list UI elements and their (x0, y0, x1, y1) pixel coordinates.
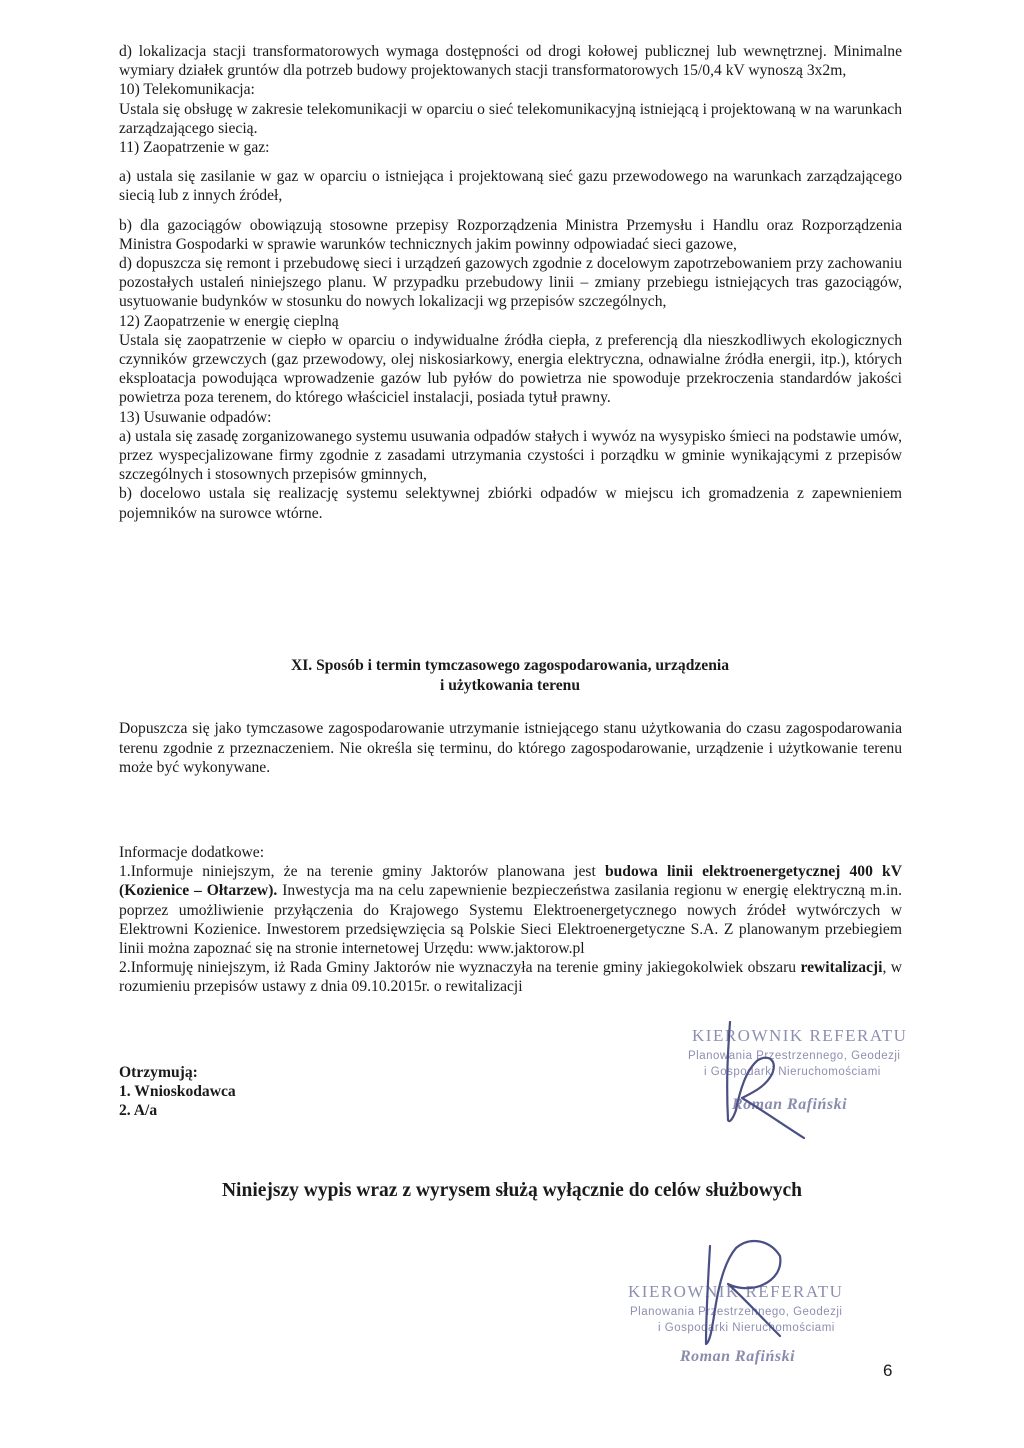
section-heading-line2: i użytkowania terenu (439, 676, 581, 694)
stamp2-title: KIEROWNIK REFERATU (628, 1282, 844, 1301)
recipients-title: Otrzymują: (119, 1064, 198, 1081)
official-stamp-with-signature (670, 1020, 910, 1140)
paragraph-gas-b: b) dla gazociągów obowiązują stosowne przepisy Rozporządzenia Ministra Przemysłu i Handlu oraz Rozporządzenia Ministra Gospodarki w sprawie warunków technicznych jakim powinny odpowiadać sieci gazowe, (119, 216, 902, 253)
stamp-line2: i Gospodarki Nieruchomościami (704, 1066, 881, 1078)
paragraph-gas-a: a) ustala się zasilanie w gaz w oparciu o istniejąca i projektowaną sieć gazu przewodowego na warunkach zarządzającego siecią lub z innych źródeł, (119, 168, 902, 205)
heading-gas: 11) Zaopatrzenie w gaz: (119, 139, 270, 157)
footer-note: Niniejszy wypis wraz z wyrysem służą wyłącznie do celów służbowych (221, 1180, 803, 1201)
item1-text-a: 1.Informuje niniejszym, że na terenie gminy Jaktorów planowana jest (119, 863, 605, 881)
recipient-2: 2. A/a (119, 1102, 158, 1120)
additional-info (119, 843, 902, 997)
recipients-list (119, 1063, 419, 1121)
stamp-name: Roman Rafiński (732, 1096, 848, 1113)
paragraph-heat: Ustala się zaopatrzenie w ciepło w oparciu o indywidualne źródła ciepła, z preferencją dla nieszkodliwych ekologicznych czynników grzewczych (gaz przewodowy, olej niskosiarkowy, energia elektryczna, odnawialne źródła energii, itp.), których eksploatacja powodująca wprowadzenie gazów lub pyłów do powietrza nie spowoduje przekroczenia standardów jakości powietrza poza terenem, do którego właściciel instalacji, posiada tytuł prawny. (119, 331, 902, 407)
item2-text-a: 2.Informuję niniejszym, iż Rada Gminy Jaktorów nie wyznaczyła na terenie gminy jakiegokolwiek obszaru (119, 959, 801, 977)
additional-info-item1 (119, 862, 902, 958)
stamp2-name: Roman Rafiński (680, 1348, 796, 1365)
stamp-line1: Planowania Przestrzennego, Geodezji (688, 1050, 901, 1062)
handwritten-signature-2 (620, 1232, 890, 1360)
paragraph-waste-b: b) docelowo ustala się realizację systemu selektywnej zbiórki odpadów w miejscu ich gromadzenia z zapewnieniem pojemników na surowce wtórne. (119, 485, 902, 522)
paragraph-telecom: Ustala się obsługę w zakresie telekomunikacji w oparciu o sieć telekomunikacyjną istniejącą i projektowaną w na warunkach zarządzającego siecią. (119, 100, 902, 137)
body-text (119, 42, 902, 523)
paragraph-waste-a: a) ustala się zasadę zorganizowanego systemu usuwania odpadów stałych i wywóz na wysypisko śmieci na podstawie umów, przez wyspecjalizowane firmy zgodnie z zasadami utrzymania czystości i porządku w gminie wynikającymi z przepisów szczególnych i stosownych przepisów gminnych, (119, 427, 902, 484)
paragraph-transformer-stations: d) lokalizacja stacji transformatorowych wymaga dostępności od drogi kołowej publicznej lub wewnętrznej. Minimalne wymiary działek gruntów dla potrzeb budowy projektowanych stacji transformatorowych 15/0,4 kV wynoszą 3x2m, (119, 43, 902, 80)
section-heading (200, 656, 820, 695)
heading-telecom: 10) Telekomunikacja: (119, 81, 255, 99)
stamp2-line2: i Gospodarki Nieruchomościami (658, 1322, 835, 1334)
additional-info-title: Informacje dodatkowe: (119, 844, 265, 861)
recipient-1: 1. Wnioskodawca (119, 1083, 236, 1101)
heading-heat: 12) Zaopatrzenie w energię cieplną (119, 312, 339, 330)
paragraph-gas-d: d) dopuszcza się remont i przebudowę sieci i urządzeń gazowych zgodnie z docelowym zapotrzebowaniem przy zachowaniu pozostałych ustaleń niniejszego planu. W przypadku przebudowy linii – zmiany przebiegu istniejących tras gazociągów, usytuowanie budynków w stosunku do nowych lokalizacji wg przepisów szczególnych, (119, 255, 902, 311)
item1-bold-text: budowa linii elektroenergetycznej 400 kV (Kozienice – Ołtarzew). (119, 863, 902, 900)
section-text (119, 719, 902, 778)
item1-text-b: Inwestycja ma na celu zapewnienie bezpieczeństwa zasilania regionu w energię elektryczną m.in. poprzez umożliwienie przyłączenia do Krajowego Systemu Elektroenergetycznego nowych źródeł wytwórczych w Elektrowni Kozienice. Inwestorem przedsięwzięcia są Polskie Sieci Elektroenergetyczne S.A. Z planowanym przebiegiem linii można zapoznać się na stronie internetowej Urzędu: www.jaktorow.pl (119, 882, 902, 958)
official-stamp-with-signature-2 (620, 1232, 890, 1365)
additional-info-item2 (119, 958, 902, 996)
item2-text-b: , w rozumieniu przepisów ustawy z dnia 09.10.2015r. o rewitalizacji (119, 959, 903, 996)
section-heading-line1: XI. Sposób i termin tymczasowego zagospodarowania, urządzenia (290, 657, 730, 674)
stamp-title: KIEROWNIK REFERATU (692, 1026, 908, 1045)
stamp2-line1: Planowania Przestrzennego, Geodezji (630, 1306, 843, 1318)
page-number: 6 (883, 1361, 893, 1380)
handwritten-signature (670, 1020, 910, 1140)
item2-bold-text: rewitalizacji (800, 959, 883, 977)
section-paragraph: Dopuszcza się jako tymczasowe zagospodarowanie utrzymanie istniejącego stanu użytkowania do czasu zagospodarowania terenu zgodnie z przeznaczeniem. Nie określa się terminu, do którego zagospodarowanie, urządzenie i użytkowanie terenu może być wykonywane. (119, 720, 902, 776)
heading-waste: 13) Usuwanie odpadów: (119, 408, 272, 426)
